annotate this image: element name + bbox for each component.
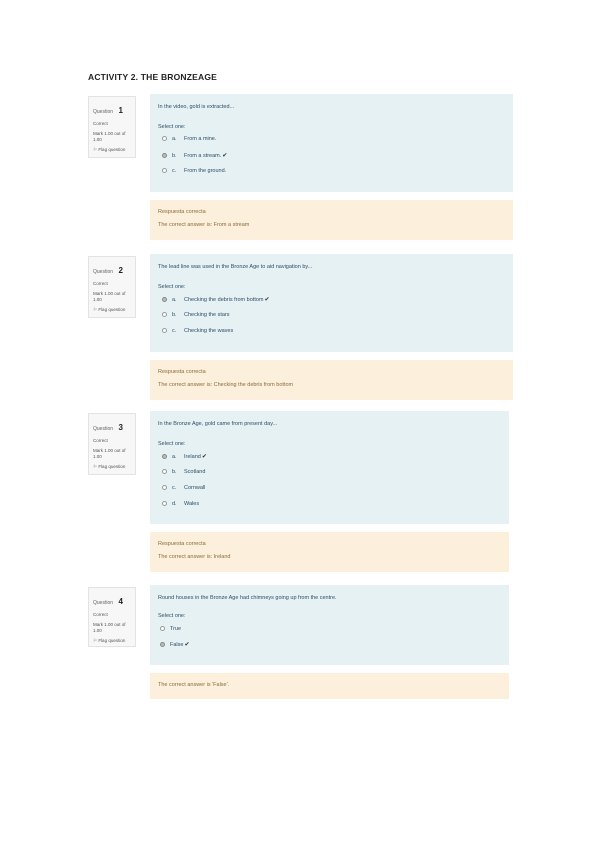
feedback-box <box>150 673 509 699</box>
radio-button[interactable] <box>162 501 167 506</box>
question-label: Question <box>93 109 114 115</box>
radio-button[interactable] <box>162 136 167 141</box>
question-state: Correct <box>93 281 108 286</box>
radio-button-selected[interactable] <box>162 297 167 302</box>
question-box <box>150 411 509 524</box>
question-number: 1 <box>118 106 123 115</box>
option-letter: d. <box>172 501 177 507</box>
feedback-answer: The correct answer is: From a stream <box>158 222 250 228</box>
select-one-label: Select one: <box>158 284 186 290</box>
radio-button[interactable] <box>162 469 167 474</box>
radio-button-selected[interactable] <box>162 454 167 459</box>
option-text: False <box>170 642 184 648</box>
flag-question-link[interactable] <box>93 307 131 313</box>
flag-question-link[interactable] <box>93 147 131 153</box>
option-text: Checking the waves <box>184 328 234 334</box>
feedback-box <box>150 532 509 572</box>
feedback-box <box>150 360 513 400</box>
question-mark: Mark 1.00 out of 1.00 <box>93 448 126 459</box>
question-box <box>150 585 509 665</box>
question-label: Question <box>93 426 114 432</box>
question-state: Correct <box>93 612 108 617</box>
question-number: 3 <box>118 423 123 432</box>
radio-button[interactable] <box>162 168 167 173</box>
select-one-label: Select one: <box>158 613 186 619</box>
option-text: Scotland <box>184 469 206 475</box>
radio-button[interactable] <box>160 626 165 631</box>
answer-option[interactable] <box>162 296 270 303</box>
feedback-answer: The correct answer is: Ireland <box>158 554 231 560</box>
question-number: 4 <box>118 597 123 606</box>
question-info <box>88 587 136 647</box>
select-one-label: Select one: <box>158 124 186 130</box>
option-letter: a. <box>172 454 177 460</box>
feedback-title: Respuesta correcta <box>158 541 206 547</box>
option-text: From a mine. <box>184 136 217 142</box>
answer-option[interactable] <box>162 312 230 318</box>
question-state: Correct <box>93 438 108 443</box>
answer-option[interactable] <box>162 485 205 491</box>
flag-question-link[interactable] <box>93 638 131 644</box>
answer-option[interactable] <box>162 152 227 159</box>
option-text: Checking the stars <box>184 312 230 318</box>
radio-button[interactable] <box>162 312 167 317</box>
question-number: 2 <box>118 266 123 275</box>
option-letter: b. <box>172 469 177 475</box>
answer-option[interactable] <box>162 501 199 507</box>
feedback-answer: The correct answer is 'False'. <box>158 682 230 688</box>
answer-option[interactable] <box>162 328 233 334</box>
question-box <box>150 254 513 352</box>
option-text: Cornwall <box>184 485 206 491</box>
check-icon: ✔ <box>184 642 190 648</box>
flag-label: Flag question <box>98 147 126 152</box>
option-letter: c. <box>172 328 177 334</box>
answer-option[interactable] <box>160 626 181 632</box>
radio-button[interactable] <box>162 485 167 490</box>
flag-icon: ⚐ <box>93 147 98 152</box>
feedback-title: Respuesta correcta <box>158 369 206 375</box>
question-box <box>150 94 513 192</box>
option-text: Checking the debris from bottom <box>184 297 264 303</box>
radio-button-selected[interactable] <box>160 642 165 647</box>
flag-icon: ⚐ <box>93 307 98 312</box>
question-text: In the Bronze Age, gold came from present day... <box>158 421 278 427</box>
flag-icon: ⚐ <box>93 464 98 469</box>
feedback-box <box>150 200 513 240</box>
flag-icon: ⚐ <box>93 638 98 643</box>
flag-label: Flag question <box>98 464 126 469</box>
answer-option[interactable] <box>162 453 207 460</box>
question-info <box>88 96 136 158</box>
question-info <box>88 256 136 318</box>
answer-option[interactable] <box>160 641 189 648</box>
question-mark: Mark 1.00 out of 1.00 <box>93 131 126 142</box>
question-label: Question <box>93 600 114 606</box>
option-letter: c. <box>172 168 177 174</box>
question-text: Round houses in the Bronze Age had chimneys going up from the centre. <box>158 595 337 601</box>
question-text: In the video, gold is extracted... <box>158 104 235 110</box>
radio-button-selected[interactable] <box>162 153 167 158</box>
option-text: From the ground. <box>184 168 227 174</box>
check-icon: ✔ <box>264 297 270 303</box>
option-text: Wales <box>184 501 200 507</box>
select-one-label: Select one: <box>158 441 186 447</box>
question-info <box>88 413 136 475</box>
option-text: From a stream. <box>184 153 222 159</box>
page-title: ACTIVITY 2. THE BRONZEAGE <box>88 72 218 82</box>
option-text: True <box>170 626 182 632</box>
question-text: The lead line was used in the Bronze Age to aid navigation by... <box>158 264 313 270</box>
option-letter: c. <box>172 485 177 491</box>
question-label: Question <box>93 269 114 275</box>
option-letter: b. <box>172 153 177 159</box>
question-mark: Mark 1.00 out of 1.00 <box>93 622 126 633</box>
flag-label: Flag question <box>98 307 126 312</box>
feedback-title: Respuesta correcta <box>158 209 206 215</box>
feedback-answer: The correct answer is: Checking the debris from bottom <box>158 382 294 388</box>
answer-option[interactable] <box>162 469 205 475</box>
option-letter: a. <box>172 136 177 142</box>
flag-question-link[interactable] <box>93 464 131 470</box>
check-icon: ✔ <box>222 153 228 159</box>
radio-button[interactable] <box>162 328 167 333</box>
question-state: Correct <box>93 121 108 126</box>
check-icon: ✔ <box>201 454 207 460</box>
flag-label: Flag question <box>98 638 126 643</box>
option-letter: a. <box>172 297 177 303</box>
answer-option[interactable] <box>162 136 216 142</box>
answer-option[interactable] <box>162 168 226 174</box>
option-text: Ireland <box>184 454 201 460</box>
question-mark: Mark 1.00 out of 1.00 <box>93 291 126 302</box>
option-letter: b. <box>172 312 177 318</box>
